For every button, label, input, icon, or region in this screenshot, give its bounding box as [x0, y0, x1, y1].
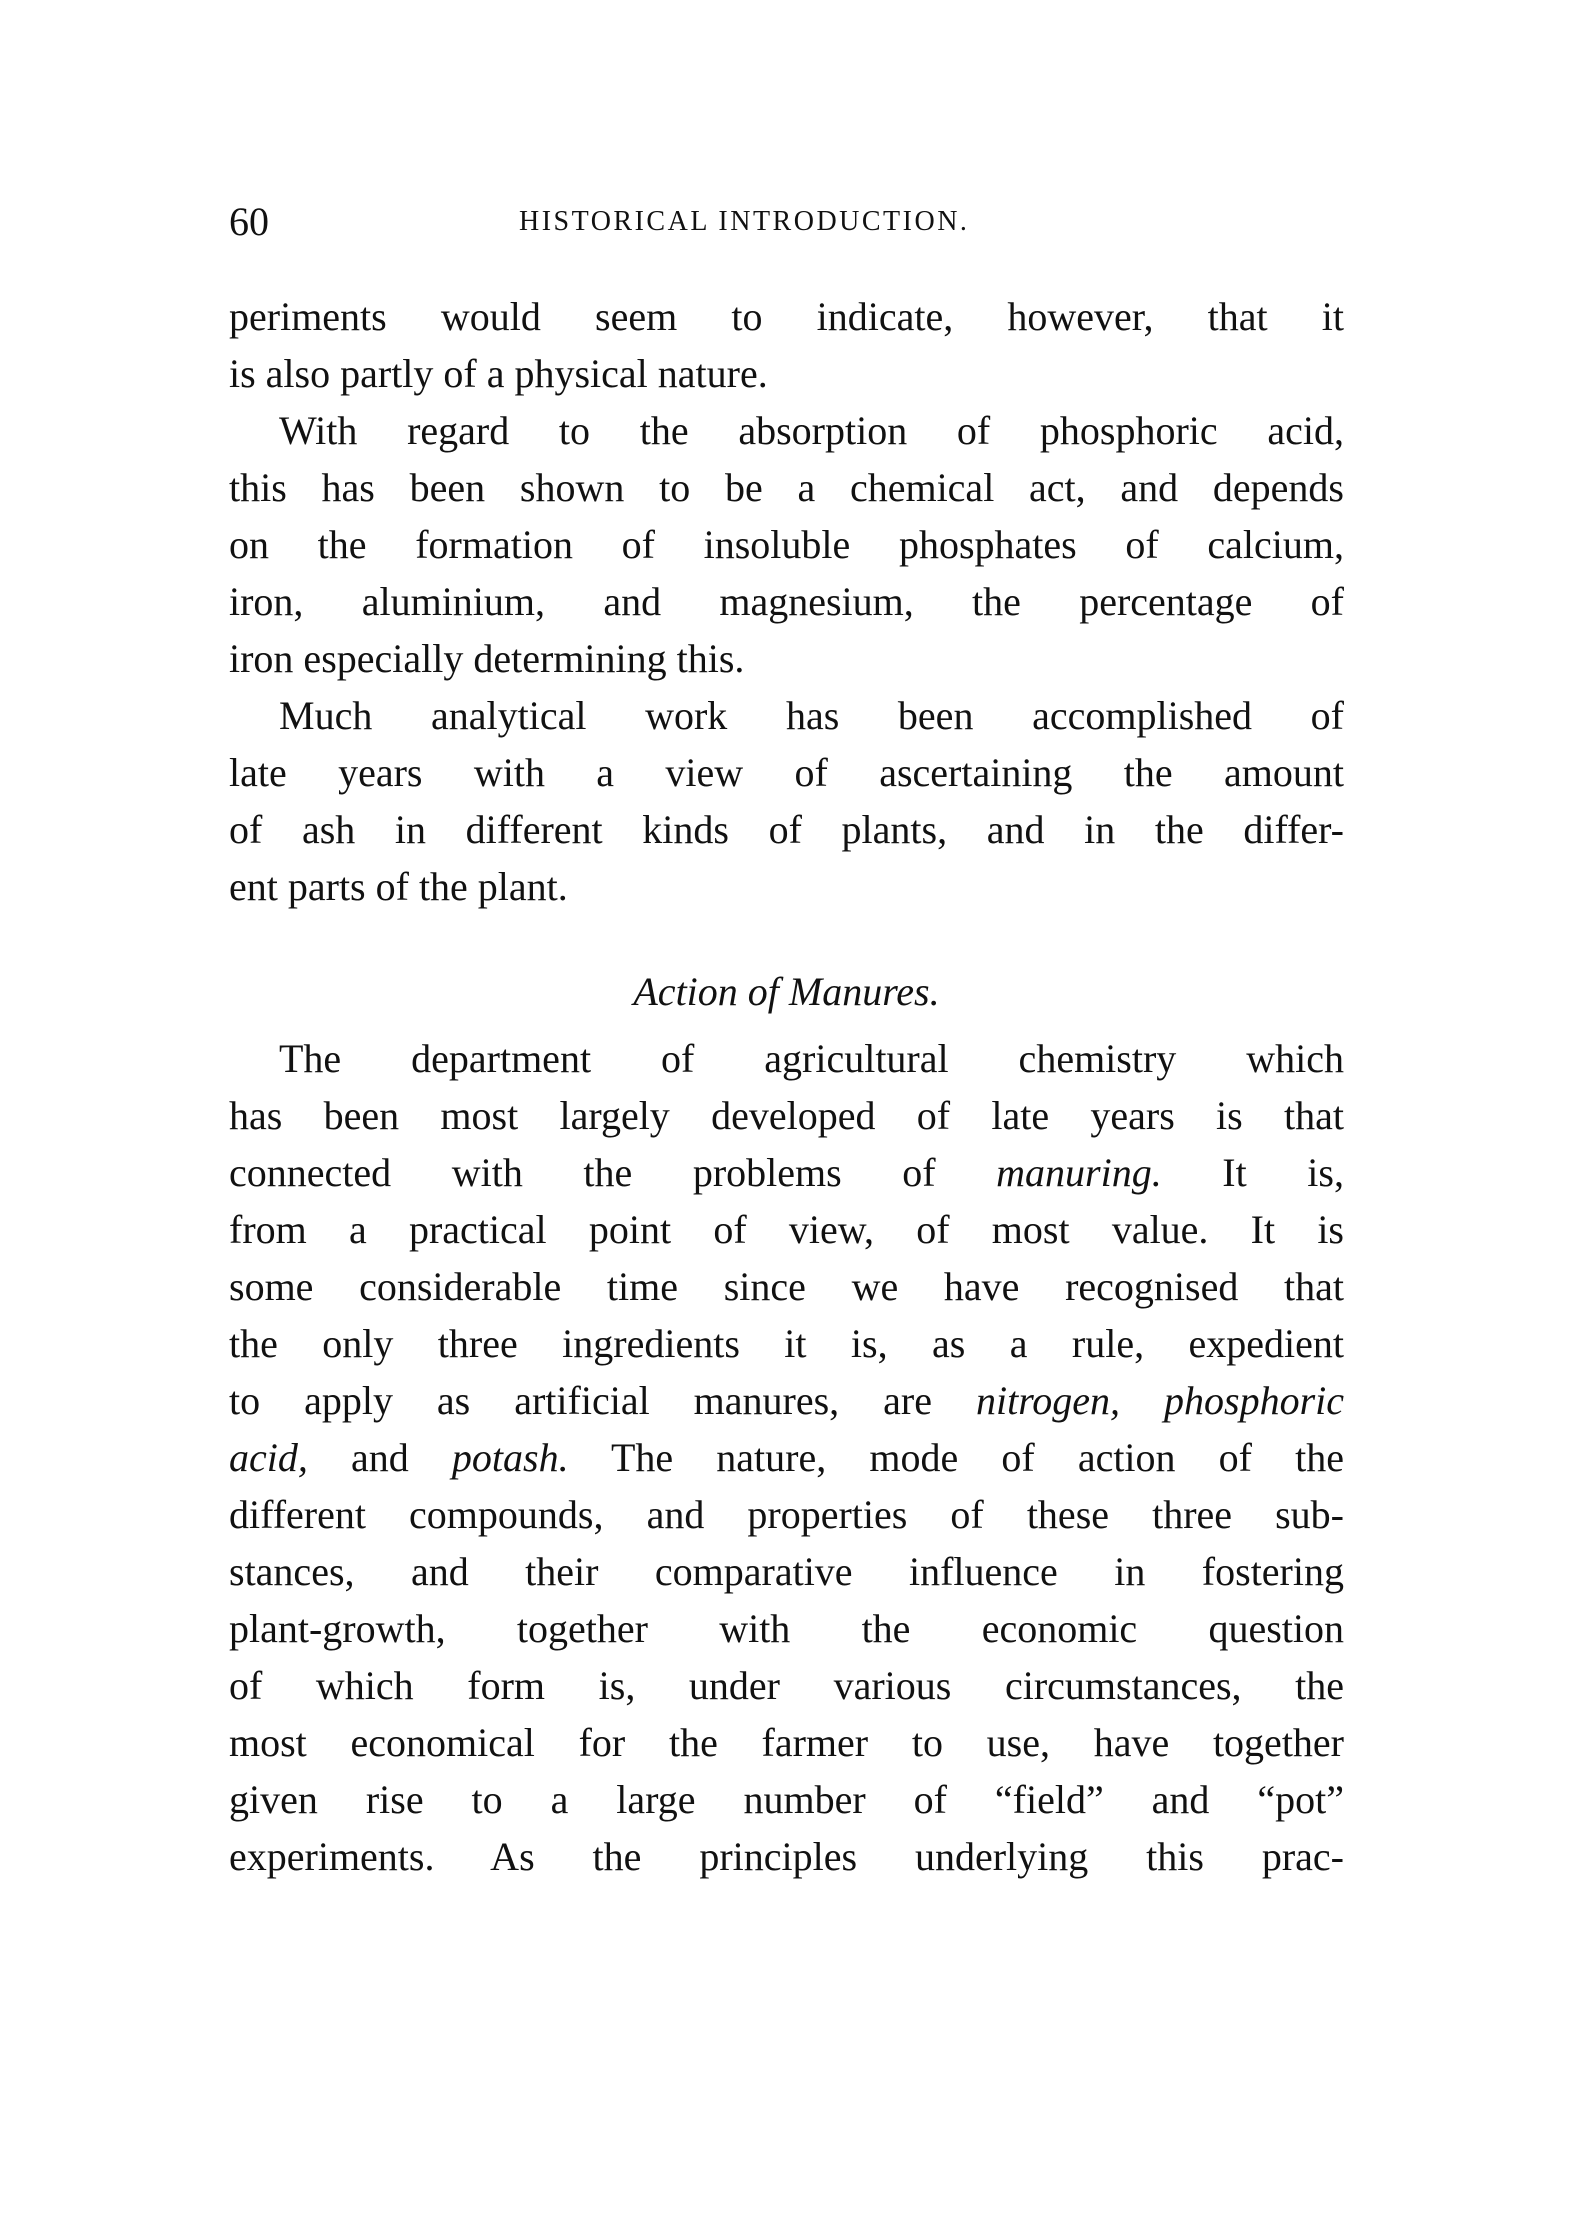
- text-line: given rise to a large number of “field” and “pot”: [229, 1777, 1344, 1822]
- page-number: 60: [229, 199, 269, 244]
- text-line: is also partly of a physical nature.: [229, 351, 768, 396]
- text-line: the only three ingredients it is, as a rule, expedient: [229, 1321, 1344, 1366]
- italic-term: acid,: [229, 1435, 308, 1480]
- paragraph-4: [229, 1030, 1344, 1885]
- text-line: has been most largely developed of late years is that: [229, 1093, 1344, 1138]
- text-line: this has been shown to be a chemical act, and depends: [229, 465, 1344, 510]
- text-line: With regard to the absorption of phosphoric acid,: [279, 408, 1344, 453]
- text-line: different compounds, and properties of these three sub-: [229, 1492, 1344, 1537]
- running-title: HISTORICAL INTRODUCTION.: [519, 206, 970, 237]
- text-run: The nature, mode of action of the: [568, 1435, 1344, 1480]
- text-line: Much analytical work has been accomplished of: [279, 693, 1344, 738]
- page-header: [229, 198, 1344, 258]
- paragraph-2: [229, 402, 1344, 687]
- italic-term: potash.: [451, 1435, 569, 1480]
- text-run: and: [307, 1435, 452, 1480]
- text-line: [229, 1429, 1344, 1486]
- text-line: from a practical point of view, of most value. It is: [229, 1207, 1344, 1252]
- text-line: periments would seem to indicate, however, that it: [229, 294, 1344, 339]
- text-line: experiments. As the principles underlying this prac-: [229, 1834, 1344, 1879]
- text-run: It is,: [1161, 1150, 1344, 1195]
- italic-term: manuring.: [996, 1150, 1162, 1195]
- text-line: some considerable time since we have recognised that: [229, 1264, 1344, 1309]
- section-heading: Action of Manures.: [633, 969, 940, 1014]
- text-line: on the formation of insoluble phosphates of calcium,: [229, 522, 1344, 567]
- paragraph-1: [229, 288, 1344, 402]
- text-line: ent parts of the plant.: [229, 864, 568, 909]
- text-line: The department of agricultural chemistry which: [279, 1036, 1344, 1081]
- text-line: late years with a view of ascertaining the amount: [229, 750, 1344, 795]
- text-line: of which form is, under various circumstances, the: [229, 1663, 1344, 1708]
- text-run: to apply as artificial manures, are: [229, 1378, 976, 1423]
- text-line: stances, and their comparative influence in fostering: [229, 1549, 1344, 1594]
- text-run: connected with the problems of: [229, 1150, 997, 1195]
- text-line: plant-growth, together with the economic question: [229, 1606, 1344, 1651]
- text-line: of ash in different kinds of plants, and in the differ-: [229, 807, 1344, 852]
- italic-term: nitrogen, phosphoric: [975, 1378, 1345, 1423]
- text-line: iron, aluminium, and magnesium, the percentage of: [229, 579, 1344, 624]
- text-line: [229, 1144, 1344, 1201]
- paragraph-3: [229, 687, 1344, 915]
- text-line: iron especially determining this.: [229, 636, 745, 681]
- text-line: most economical for the farmer to use, have together: [229, 1720, 1344, 1765]
- text-line: [229, 1372, 1344, 1429]
